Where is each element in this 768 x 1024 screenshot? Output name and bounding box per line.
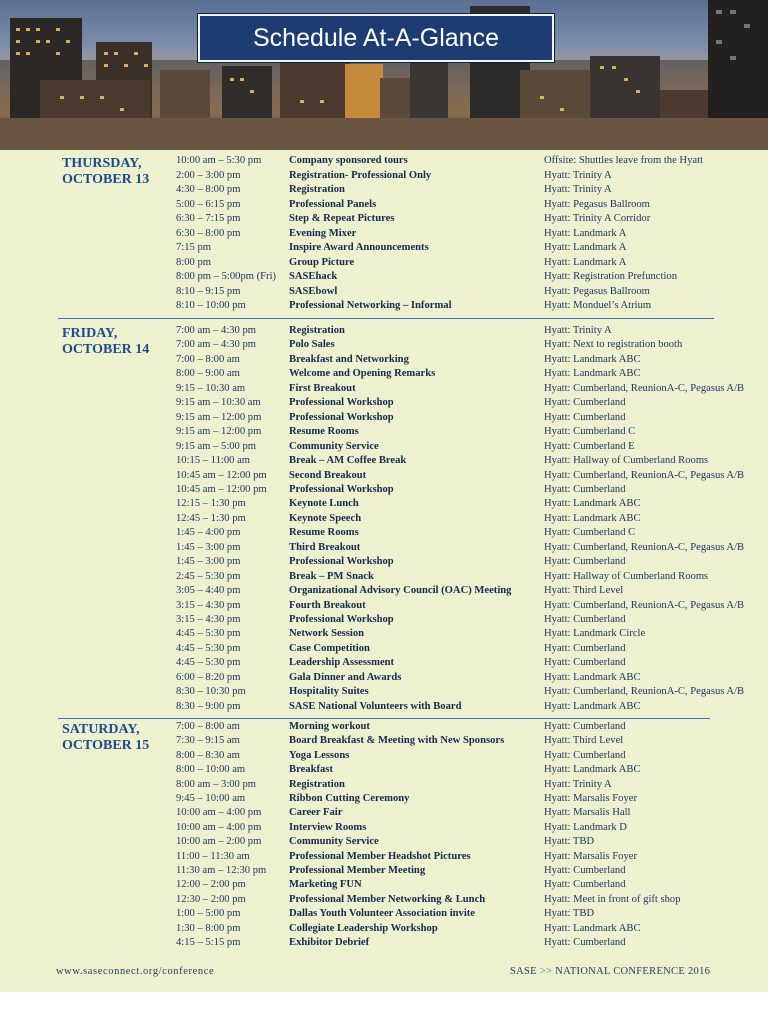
row-location: Hyatt: Cumberland, ReunionA-C, Pegasus A/B <box>544 599 745 611</box>
schedule-row <box>0 642 768 656</box>
footer-arrow: >> <box>539 966 553 977</box>
row-event: Collegiate Leadership Workshop <box>289 922 438 934</box>
row-time: 8:00 am – 3:00 pm <box>176 778 257 790</box>
row-time: 7:00 – 8:00 am <box>176 353 240 365</box>
row-time: 1:45 – 3:00 pm <box>176 556 241 568</box>
row-time: 10:00 am – 5:30 pm <box>176 155 262 166</box>
row-location: Hyatt: Landmark A <box>544 256 627 268</box>
schedule-row <box>0 656 768 670</box>
row-location: Hyatt: Cumberland <box>544 642 626 654</box>
schedule-row <box>0 835 768 849</box>
row-time: 8:00 pm – 5:00pm (Fri) <box>176 271 277 282</box>
day-label: SATURDAY, OCTOBER 15 <box>62 722 150 753</box>
row-event: Professional Panels <box>289 198 377 210</box>
row-event: SASEhack <box>289 271 338 282</box>
schedule-row <box>0 367 768 381</box>
schedule-row <box>0 512 768 526</box>
row-time: 1:45 – 4:00 pm <box>176 527 241 539</box>
row-event: Professional Member Meeting <box>289 865 426 876</box>
row-event: Professional Workshop <box>289 483 394 495</box>
schedule-row <box>0 440 768 454</box>
row-location: Offsite: Shuttles leave from the Hyatt <box>544 155 703 166</box>
schedule-row <box>0 411 768 425</box>
row-time: 8:00 – 9:00 am <box>176 368 240 380</box>
row-time: 7:00 am – 4:30 pm <box>176 325 257 336</box>
row-location: Hyatt: Next to registration booth <box>544 339 683 351</box>
row-time: 1:00 – 5:00 pm <box>176 908 241 920</box>
row-event: Registration <box>289 778 345 790</box>
schedule-row <box>0 353 768 367</box>
schedule-row <box>0 526 768 540</box>
footer-url: www.saseconnect.org/conference <box>56 966 215 977</box>
row-time: 6:30 – 7:15 pm <box>176 213 241 224</box>
row-location: Hyatt: Hallway of Cumberland Rooms <box>544 570 709 582</box>
row-location: Hyatt: Landmark ABC <box>544 700 641 712</box>
row-location: Hyatt: Cumberland <box>544 865 626 876</box>
row-location: Hyatt: Meet in front of gift shop <box>544 893 681 905</box>
row-event: Second Breakout <box>289 469 367 481</box>
row-event: Ribbon Cutting Ceremony <box>289 793 410 804</box>
row-location: Hyatt: Cumberland C <box>544 527 636 539</box>
row-event: Community Service <box>289 440 379 452</box>
row-location: Hyatt: Monduel’s Atrium <box>544 300 652 311</box>
row-location: Hyatt: Pegasus Ballroom <box>544 198 650 210</box>
row-location: Hyatt: Trinity A Corridor <box>544 213 651 224</box>
row-time: 12:15 – 1:30 pm <box>176 498 246 510</box>
row-event: Break – PM Snack <box>289 570 374 582</box>
row-time: 1:30 – 8:00 pm <box>176 922 241 934</box>
row-location: Hyatt: Marsalis Foyer <box>544 793 637 804</box>
row-event: Exhibitor Debrief <box>289 937 370 948</box>
schedule-row <box>0 285 768 299</box>
row-location: Hyatt: Landmark ABC <box>544 498 641 510</box>
row-time: 4:30 – 8:00 pm <box>176 184 241 195</box>
row-event: Network Session <box>289 628 365 640</box>
schedule-row <box>0 338 768 352</box>
row-time: 6:30 – 8:00 pm <box>176 227 241 239</box>
row-location: Hyatt: Cumberland <box>544 614 626 625</box>
schedule-row <box>0 792 768 806</box>
row-event: Fourth Breakout <box>289 599 366 611</box>
row-event: Company sponsored tours <box>289 155 408 166</box>
row-location: Hyatt: Trinity A <box>544 325 612 336</box>
row-event: SASEbowl <box>289 285 338 297</box>
row-time: 3:05 – 4:40 pm <box>176 585 241 597</box>
schedule-row <box>0 570 768 584</box>
row-time: 4:45 – 5:30 pm <box>176 657 241 669</box>
row-location: Hyatt: Pegasus Ballroom <box>544 285 650 297</box>
row-location: Hyatt: Cumberland, ReunionA-C, Pegasus A/B <box>544 382 745 394</box>
schedule-row <box>0 299 768 313</box>
schedule-row <box>0 469 768 483</box>
row-location: Hyatt: Cumberland <box>544 749 626 761</box>
row-time: 6:00 – 8:20 pm <box>176 671 241 683</box>
schedule-row <box>0 599 768 613</box>
row-location: Hyatt: Cumberland <box>544 411 626 423</box>
row-location: Hyatt: Trinity A <box>544 169 612 181</box>
row-event: Polo Sales <box>289 339 335 351</box>
row-event: Leadership Assessment <box>289 657 395 669</box>
schedule-row <box>0 922 768 936</box>
schedule-row <box>0 154 768 168</box>
schedule-row <box>0 806 768 820</box>
row-time: 9:15 am – 12:00 pm <box>176 411 262 423</box>
schedule-row <box>0 241 768 255</box>
row-time: 3:15 – 4:30 pm <box>176 614 241 625</box>
row-event: Inspire Award Announcements <box>289 242 429 253</box>
section-divider <box>58 318 714 319</box>
row-time: 8:30 – 9:00 pm <box>176 700 241 712</box>
row-event: Professional Networking – Informal <box>289 300 452 311</box>
row-event: Professional Member Headshot Pictures <box>289 850 471 862</box>
row-location: Hyatt: Landmark A <box>544 242 627 253</box>
row-event: Yoga Lessons <box>289 749 350 761</box>
row-location: Hyatt: Trinity A <box>544 184 612 195</box>
schedule-row <box>0 907 768 921</box>
row-location: Hyatt: Landmark ABC <box>544 922 641 934</box>
row-location: Hyatt: Landmark ABC <box>544 764 641 776</box>
row-location: Hyatt: Third Level <box>544 585 624 597</box>
row-location: Hyatt: Cumberland <box>544 483 626 495</box>
row-event: Breakfast and Networking <box>289 353 409 365</box>
row-location: Hyatt: Cumberland C <box>544 426 636 438</box>
schedule-row <box>0 685 768 699</box>
row-location: Hyatt: Landmark ABC <box>544 368 641 380</box>
row-time: 4:45 – 5:30 pm <box>176 628 241 640</box>
row-location: Hyatt: Landmark ABC <box>544 512 641 524</box>
row-location: Hyatt: Landmark ABC <box>544 671 641 683</box>
row-time: 8:10 – 9:15 pm <box>176 285 241 297</box>
row-location: Hyatt: Marsalis Foyer <box>544 850 637 862</box>
row-location: Hyatt: Landmark ABC <box>544 353 641 365</box>
schedule-row <box>0 425 768 439</box>
schedule-row <box>0 763 768 777</box>
row-event: Professional Member Networking & Lunch <box>289 893 486 905</box>
city-skyline-banner <box>0 0 768 150</box>
row-location: Hyatt: Marsalis Hall <box>544 807 631 819</box>
schedule-row <box>0 256 768 270</box>
row-event: Break – AM Coffee Break <box>289 455 407 467</box>
row-event: Organizational Advisory Council (OAC) Meeting <box>289 585 512 597</box>
footer-org: SASE <box>510 966 537 977</box>
row-time: 9:15 am – 5:00 pm <box>176 440 257 452</box>
schedule-row <box>0 584 768 598</box>
row-event: Case Competition <box>289 642 370 654</box>
row-time: 10:45 am – 12:00 pm <box>176 483 267 495</box>
schedule-row <box>0 613 768 627</box>
row-time: 9:45 – 10:00 am <box>176 793 246 804</box>
row-event: Keynote Lunch <box>289 498 359 510</box>
row-location: Hyatt: Cumberland <box>544 657 626 669</box>
row-time: 10:00 am – 2:00 pm <box>176 836 262 848</box>
row-location: Hyatt: Cumberland <box>544 556 626 568</box>
schedule-row <box>0 671 768 685</box>
row-location: Hyatt: Cumberland <box>544 397 626 409</box>
row-time: 7:30 – 9:15 am <box>176 735 240 747</box>
day-label: THURSDAY, OCTOBER 13 <box>62 156 150 187</box>
row-location: Hyatt: Cumberland <box>544 721 626 732</box>
row-time: 7:00 am – 4:30 pm <box>176 339 257 351</box>
row-time: 10:00 am – 4:00 pm <box>176 807 262 819</box>
row-event: Step & Repeat Pictures <box>289 213 395 224</box>
schedule-row <box>0 936 768 950</box>
row-time: 8:10 – 10:00 pm <box>176 300 246 311</box>
schedule-row <box>0 454 768 468</box>
schedule-row <box>0 720 768 734</box>
row-time: 8:00 – 10:00 am <box>176 764 246 776</box>
schedule-row <box>0 627 768 641</box>
row-time: 12:30 – 2:00 pm <box>176 893 246 905</box>
row-event: Gala Dinner and Awards <box>289 671 402 683</box>
schedule-row <box>0 893 768 907</box>
row-time: 2:00 – 3:00 pm <box>176 169 241 181</box>
schedule-row <box>0 497 768 511</box>
row-event: Hospitality Suites <box>289 686 369 698</box>
schedule-row <box>0 778 768 792</box>
row-time: 3:15 – 4:30 pm <box>176 599 241 611</box>
schedule-row <box>0 850 768 864</box>
row-event: Welcome and Opening Remarks <box>289 368 436 380</box>
row-location: Hyatt: Cumberland, ReunionA-C, Pegasus A/B <box>544 541 745 553</box>
row-location: Hyatt: Landmark D <box>544 821 627 833</box>
schedule-row <box>0 749 768 763</box>
row-event: Marketing FUN <box>289 879 362 891</box>
row-event: Resume Rooms <box>289 527 359 539</box>
title-box <box>198 14 554 62</box>
row-event: Registration <box>289 184 345 195</box>
row-time: 9:15 am – 10:30 am <box>176 397 261 409</box>
schedule-row <box>0 700 768 714</box>
row-event: Professional Workshop <box>289 556 394 568</box>
row-event: Professional Workshop <box>289 397 394 409</box>
row-event: Resume Rooms <box>289 426 359 438</box>
row-event: Registration <box>289 325 345 336</box>
row-event: Interview Rooms <box>289 821 367 833</box>
schedule-row <box>0 227 768 241</box>
schedule-row <box>0 324 768 338</box>
schedule-row <box>0 396 768 410</box>
footer-conference <box>510 966 710 977</box>
row-event: Registration- Professional Only <box>289 169 432 181</box>
row-event: Professional Workshop <box>289 411 394 423</box>
row-time: 2:45 – 5:30 pm <box>176 570 241 582</box>
row-time: 7:15 pm <box>176 242 212 253</box>
row-time: 4:45 – 5:30 pm <box>176 642 241 654</box>
row-time: 1:45 – 3:00 pm <box>176 541 241 553</box>
row-location: Hyatt: Third Level <box>544 735 624 747</box>
row-location: Hyatt: Cumberland <box>544 937 626 948</box>
row-event: Evening Mixer <box>289 227 357 239</box>
row-time: 8:00 pm <box>176 256 212 268</box>
row-time: 12:00 – 2:00 pm <box>176 879 246 891</box>
row-time: 8:00 – 8:30 am <box>176 749 240 761</box>
footer-event: NATIONAL CONFERENCE 2016 <box>555 966 711 977</box>
schedule-row <box>0 821 768 835</box>
row-time: 12:45 – 1:30 pm <box>176 512 246 524</box>
row-time: 10:45 am – 12:00 pm <box>176 469 267 481</box>
row-time: 5:00 – 6:15 pm <box>176 198 241 210</box>
row-event: First Breakout <box>289 382 356 394</box>
row-time: 7:00 – 8:00 am <box>176 721 240 732</box>
row-event: Community Service <box>289 836 379 848</box>
row-event: Professional Workshop <box>289 614 394 625</box>
row-time: 10:15 – 11:00 am <box>176 455 251 467</box>
schedule-row <box>0 198 768 212</box>
row-time: 8:30 – 10:30 pm <box>176 686 246 698</box>
row-location: Hyatt: Hallway of Cumberland Rooms <box>544 455 709 467</box>
row-location: Hyatt: Cumberland <box>544 879 626 891</box>
schedule-row <box>0 382 768 396</box>
row-location: Hyatt: Landmark A <box>544 227 627 239</box>
schedule-row <box>0 169 768 183</box>
schedule-row <box>0 183 768 197</box>
row-location: Hyatt: Registration Prefunction <box>544 271 677 282</box>
row-location: Hyatt: Landmark Circle <box>544 628 646 640</box>
row-location: Hyatt: Cumberland E <box>544 440 635 452</box>
schedule-row <box>0 212 768 226</box>
row-event: Keynote Speech <box>289 512 362 524</box>
schedule-row <box>0 734 768 748</box>
row-event: SASE National Volunteers with Board <box>289 700 462 712</box>
row-time: 9:15 – 10:30 am <box>176 382 246 394</box>
row-event: Board Breakfast & Meeting with New Sponsors <box>289 735 505 747</box>
row-location: Hyatt: TBD <box>544 908 595 920</box>
page-title: Schedule At-A-Glance <box>253 23 499 52</box>
row-event: Group Picture <box>289 256 355 268</box>
row-time: 11:00 – 11:30 am <box>176 850 250 862</box>
schedule-row <box>0 270 768 284</box>
schedule-row <box>0 541 768 555</box>
schedule-row <box>0 878 768 892</box>
row-event: Third Breakout <box>289 541 361 553</box>
row-time: 4:15 – 5:15 pm <box>176 937 241 948</box>
schedule-row <box>0 483 768 497</box>
row-time: 9:15 am – 12:00 pm <box>176 426 262 438</box>
row-location: Hyatt: TBD <box>544 836 595 848</box>
row-event: Morning workout <box>289 721 370 732</box>
row-location: Hyatt: Cumberland, ReunionA-C, Pegasus A/B <box>544 686 745 698</box>
section-divider <box>58 718 710 719</box>
row-location: Hyatt: Cumberland, ReunionA-C, Pegasus A/B <box>544 469 745 481</box>
row-event: Breakfast <box>289 764 333 776</box>
schedule-row <box>0 864 768 878</box>
row-location: Hyatt: Trinity A <box>544 778 612 790</box>
row-event: Career Fair <box>289 807 343 819</box>
schedule-row <box>0 555 768 569</box>
row-event: Dallas Youth Volunteer Association invite <box>289 908 476 920</box>
day-label: FRIDAY, OCTOBER 14 <box>62 326 150 357</box>
row-time: 11:30 am – 12:30 pm <box>176 865 267 876</box>
row-time: 10:00 am – 4:00 pm <box>176 821 262 833</box>
